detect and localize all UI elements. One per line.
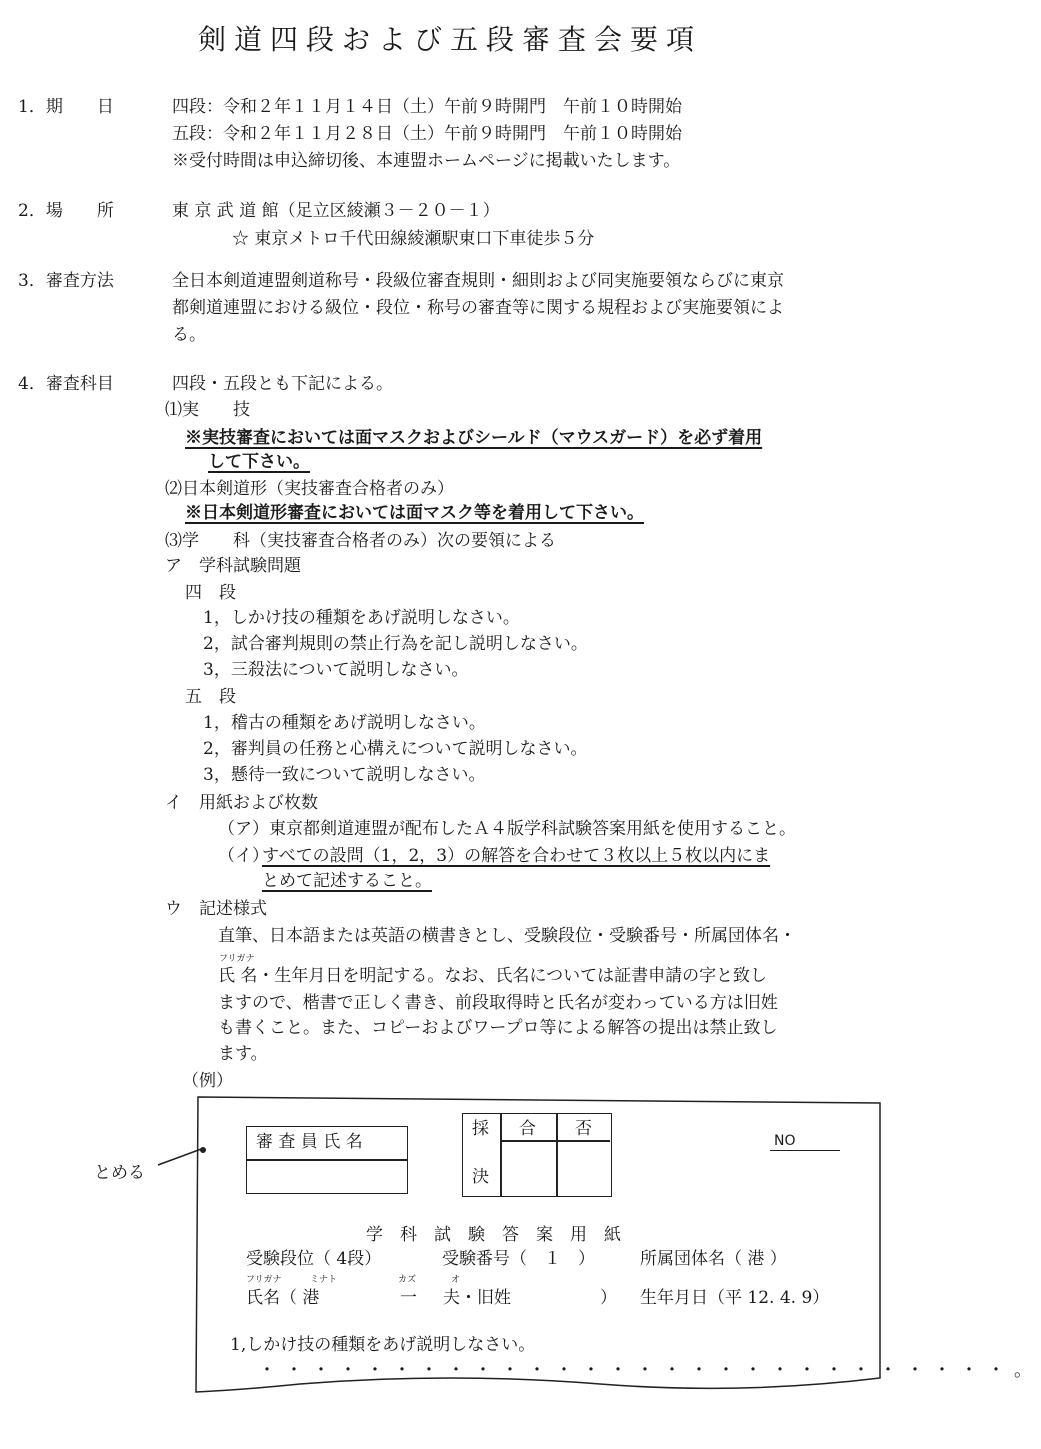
yondan-q1: 1，しかけ技の種類をあげ説明しなさい。 [203, 608, 520, 628]
exam-number-field: 受験番号（ １ ） [442, 1249, 595, 1269]
date-5dan: 五段：令和２年１１月２８日（土）午前９時開門 午前１０時開始 [172, 124, 682, 144]
name-field-given-2: 夫・旧姓 [443, 1288, 511, 1308]
name-field-given-1: 一 [400, 1288, 417, 1308]
section-1-heading: 1．期 日 [18, 97, 114, 117]
method-line-1: 全日本剣道連盟剣道称号・段級位審査規則・細則および同実施要領ならびに東京 [172, 271, 784, 291]
yondan-q2: 2，試合審判規則の禁止行為を記し説明しなさい。 [203, 634, 588, 654]
format-line-1: 直筆、日本語または英語の横書きとし、受験段位・受験番号・所属団体名・ [218, 926, 796, 946]
section-3-heading: 3．審査方法 [18, 271, 114, 291]
pass-label: 合 [519, 1119, 536, 1139]
access-note: ☆ 東京メトロ千代田線綾瀬駅東口下車徒歩５分 [232, 229, 595, 249]
format-line-4: も書くこと。また、コピーおよびワープロ等による解答の提出は禁止致し [218, 1018, 778, 1038]
paper-heading: イ 用紙および枚数 [165, 793, 318, 813]
example-label: （例） [182, 1071, 233, 1091]
sheet-number-line [770, 1150, 840, 1151]
ruby-kazu: カズ [398, 1275, 417, 1285]
result-box-vline-2 [556, 1113, 558, 1197]
ruby-minato: ミナト [310, 1275, 338, 1285]
format-line-2: 氏 名・生年月日を明記する。なお、氏名については証書申請の字と致し [218, 966, 768, 986]
practical-note-1: ※実技審査においては面マスクおよびシールド（マウスガード）を必ず着用 [185, 428, 763, 448]
written-questions-heading: ア 学科試験問題 [165, 556, 301, 576]
staple-mark [200, 1147, 206, 1153]
birthdate-field: 生年月日（平 12. 4. 9） [640, 1288, 830, 1308]
paper-rule-b-1: すべての設問（1，2，3）の解答を合わせて３枚以上５枚以内にま [262, 846, 771, 866]
paper-rule-a: （ア）東京都剣道連盟が配布したＡ４版学科試験答案用紙を使用すること。 [218, 819, 796, 839]
name-field-label: 氏名（ 港 [246, 1288, 320, 1308]
sample-question: 1,しかけ技の種類をあげ説明しなさい。 [230, 1335, 536, 1355]
paper-rule-b-2: とめて記述すること。 [262, 871, 432, 891]
format-ruby-furigana: フリガナ [219, 954, 255, 964]
method-line-3: る。 [172, 325, 206, 345]
exam-grade-field: 受験段位（ 4段） [246, 1249, 382, 1269]
practical-note-2: して下さい。 [208, 452, 310, 472]
result-box-hline [500, 1140, 610, 1142]
section-4-heading: 4．審査科目 [18, 374, 114, 394]
result-box-vline-1 [500, 1113, 502, 1197]
venue: 東 京 武 道 館（足立区綾瀬３－２０－１） [172, 201, 500, 221]
staple-label: とめる [94, 1163, 145, 1183]
method-line-2: 都剣道連盟における級位・段位・称号の審査等に関する規程および実施要領によ [172, 298, 784, 318]
fail-label: 否 [575, 1119, 592, 1139]
answer-sheet-title: 学 科 試 験 答 案 用 紙 [366, 1225, 621, 1245]
yondan-q3: 3，三殺法について説明しなさい。 [203, 660, 469, 680]
ruby-furigana: フリガナ [246, 1275, 282, 1285]
subject-kata: ⑵日本剣道形（実技審査合格者のみ） [165, 479, 454, 499]
examiner-name-label: 審 査 員 氏 名 [256, 1132, 363, 1152]
godan-label: 五 段 [185, 687, 236, 707]
section-2-heading: 2．場 所 [18, 201, 114, 221]
sheet-number-label: NO [774, 1133, 796, 1149]
kata-note: ※日本剣道形審査においては面マスク等を着用して下さい。 [185, 503, 644, 523]
subjects-intro: 四段・五段とも下記による。 [172, 374, 393, 394]
subject-practical: ⑴実 技 [165, 400, 250, 420]
paper-rule-b-label: （イ） [218, 846, 269, 866]
examiner-box-divider [246, 1159, 408, 1161]
date-4dan: 四段：令和２年１１月１４日（土）午前９時開門 午前１０時開始 [172, 97, 682, 117]
name-field-close: ） [600, 1288, 617, 1308]
reception-note: ※受付時間は申込締切後、本連盟ホームページに掲載いたします。 [172, 151, 681, 171]
document-title: 剣道四段および五段審査会要項 [197, 23, 702, 56]
sai-label: 採 [472, 1119, 489, 1139]
ruby-o: オ [451, 1275, 461, 1285]
godan-q1: 1，稽古の種類をあげ説明しなさい。 [203, 713, 486, 733]
yondan-label: 四 段 [185, 583, 236, 603]
format-line-5: ます。 [218, 1044, 268, 1064]
answer-dots: ・・・・・・・・・・・・・・・・・・・・・・・・・・・・。 [258, 1360, 1041, 1381]
godan-q3: 3，懸待一致について説明しなさい。 [203, 765, 486, 785]
format-heading: ウ 記述様式 [165, 899, 267, 919]
godan-q2: 2，審判員の任務と心構えについて説明しなさい。 [203, 739, 588, 759]
subject-written: ⑶学 科（実技審査合格者のみ）次の要領による [165, 531, 556, 551]
affiliation-field: 所属団体名（ 港 ） [640, 1249, 787, 1269]
format-line-3: ますので、楷書で正しく書き、前段取得時と氏名が変わっている方は旧姓 [218, 993, 778, 1013]
ketsu-label: 決 [472, 1167, 489, 1187]
